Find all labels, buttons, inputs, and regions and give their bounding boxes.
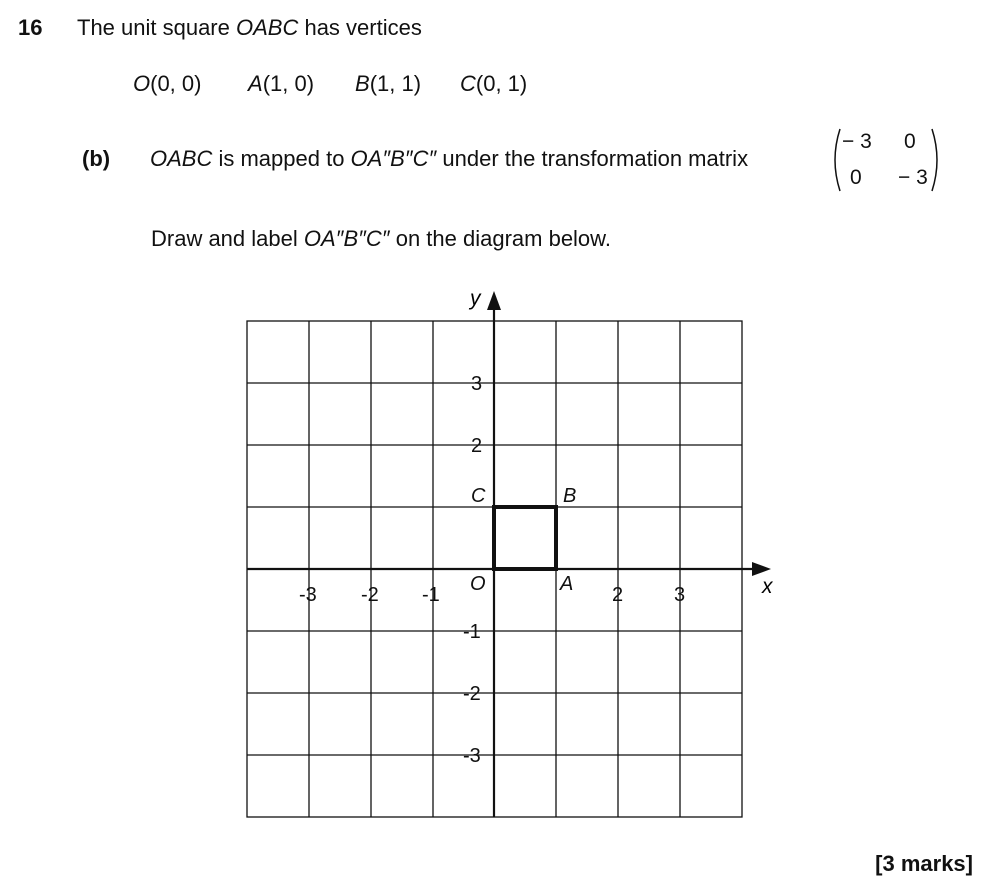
vertex-name: C — [460, 71, 476, 96]
x-tick: -3 — [299, 584, 317, 606]
y-tick: -2 — [463, 683, 481, 705]
label-a: A — [560, 573, 574, 595]
image-shape: OA″B″C″ — [350, 146, 437, 171]
x-tick-labels — [299, 584, 685, 606]
y-arrow-icon — [487, 291, 501, 310]
matrix-a11: − 3 — [842, 130, 872, 153]
label-o: O — [470, 573, 486, 595]
instruction-suffix: on the diagram below. — [389, 226, 611, 251]
x-tick: -2 — [361, 584, 379, 606]
question-number: 16 — [18, 15, 43, 40]
matrix-a21: 0 — [850, 166, 862, 189]
intro-shape: OABC — [235, 15, 299, 40]
y-tick: -1 — [463, 621, 481, 643]
x-tick: -1 — [422, 584, 440, 606]
label-c: C — [471, 485, 486, 507]
matrix-a22: − 3 — [898, 166, 928, 189]
instruction-prefix: Draw and label — [151, 226, 304, 251]
shape-name: OABC — [150, 146, 213, 171]
vertex-coords: (1, 1) — [369, 71, 422, 96]
x-tick: 3 — [674, 584, 686, 606]
part-b-label: (b) — [82, 146, 111, 171]
vertex-name: A — [248, 71, 263, 96]
unit-square-oabc — [494, 507, 556, 569]
axes — [247, 291, 771, 817]
label-b: B — [563, 485, 577, 507]
intro-prefix: The unit square — [77, 15, 236, 40]
vertex-coords: (0, 0) — [150, 71, 202, 96]
y-axis-label: y — [470, 287, 481, 310]
marks-label: [3 marks] — [875, 851, 973, 876]
vertex-coords: (1, 0) — [262, 71, 315, 96]
y-tick: 3 — [471, 373, 483, 395]
intro-suffix: has vertices — [298, 15, 422, 40]
point-labels — [470, 485, 576, 595]
instruction-shape: OA″B″C″ — [303, 226, 390, 251]
x-axis-label: x — [762, 575, 773, 598]
end-text: under the transformation matrix — [436, 146, 749, 171]
matrix-a12: 0 — [904, 130, 916, 153]
x-arrow-icon — [752, 562, 771, 576]
vertex-name: O — [133, 71, 151, 96]
vertex-coords: (0, 1) — [475, 71, 528, 96]
mid-text: is mapped to — [212, 146, 351, 171]
x-tick: 2 — [612, 584, 624, 606]
y-tick: -3 — [463, 745, 481, 767]
y-tick: 2 — [471, 435, 483, 457]
vertex-name: B — [355, 71, 370, 96]
